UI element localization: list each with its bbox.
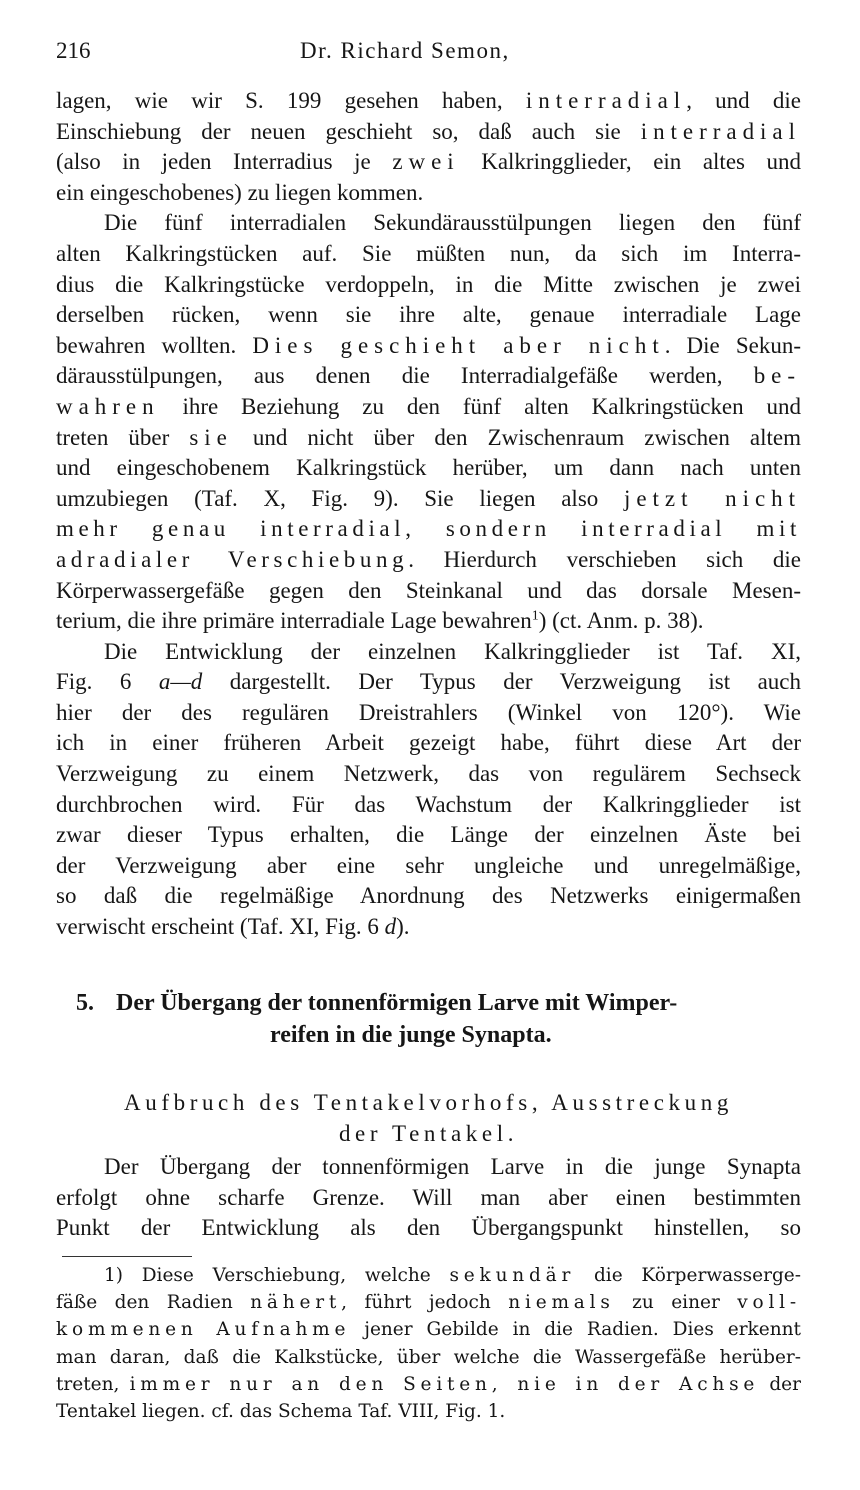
text-line: umzubiegen (Taf. X, Fig. 9). Sie liegen also jetzt nicht <box>56 485 801 511</box>
text-line: hier der des regulären Dreistrahlers (Winkel von 120°). Wie <box>56 699 801 725</box>
text-line: durchbrochen wird. Für das Wachstum der Kalkringglieder ist <box>56 791 801 817</box>
main-text <box>56 86 801 943</box>
text-line: Die Entwicklung der einzelnen Kalkringglieder ist Taf. XI, <box>104 638 801 664</box>
section-title-line: 5. Der Übergang der tonnenförmigen Larve mit Wimper- <box>76 987 796 1019</box>
running-title: Dr. Richard Semon, <box>300 38 510 63</box>
footnote-line: Tentakel liegen. cf. das Schema Taf. VIII, Fig. 1. <box>56 1400 506 1422</box>
text-line: verwischt erscheint (Taf. XI, Fig. 6 d). <box>56 914 410 940</box>
text-line: der Verzweigung aber eine sehr ungleiche und unregelmäßige, <box>56 852 801 878</box>
footnote-divider <box>62 1256 192 1257</box>
text-line: adradialer Verschiebung. Hierdurch verschieben sich die <box>56 546 801 572</box>
text-line: erfolgt ohne scharfe Grenze. Will man aber einen bestimmten <box>56 1184 801 1210</box>
footnote <box>56 1262 801 1425</box>
text-line: Einschiebung der neuen geschieht so, daß auch sie interradial <box>56 118 801 144</box>
text-line: wahren ihre Beziehung zu den fünf alten Kalkringstücken und <box>56 393 802 419</box>
text-line: (also in jeden Interradius je zwei Kalkringglieder, ein altes und <box>56 149 802 175</box>
page-header <box>56 30 801 70</box>
page-number: 216 <box>56 38 91 63</box>
paragraph <box>56 1152 801 1244</box>
text-line: lagen, wie wir S. 199 gesehen haben, interradial, und die <box>56 88 802 113</box>
text-line: Die fünf interradialen Sekundärausstülpungen liegen den fünf <box>104 210 801 236</box>
text-line: ich in einer früheren Arbeit gezeigt habe, führt diese Art der <box>56 730 801 756</box>
text-line: dius die Kalkringstücke verdoppeln, in die Mitte zwischen je zwei <box>56 271 801 297</box>
text-line: zwar dieser Typus erhalten, die Länge der einzelnen Äste bei <box>56 822 801 848</box>
footnote-marker: 1 <box>531 608 539 624</box>
footnote-line: 1) Diese Verschiebung, welche sekundär die Körperwasserge- <box>104 1265 802 1286</box>
text-line: Fig. 6 a—d dargestellt. Der Typus der Verzweigung ist auch <box>56 669 801 695</box>
subheading-line: der Tentakel. <box>338 1120 519 1146</box>
text-line: derselben rücken, wenn sie ihre alte, genaue interradiale Lage <box>56 302 801 328</box>
text-line: ein eingeschobenes) zu liegen kommen. <box>56 179 424 205</box>
footnote-line: fäße den Radien nähert, führt jedoch niemals zu einer voll- <box>56 1292 801 1314</box>
footnote-line: treten, immer nur an den Seiten, nie in der Achse der <box>56 1373 801 1395</box>
text-line: terium, die ihre primäre interradiale Lage bewahren$^1$) (ct. Anm. p. 38). <box>56 608 704 634</box>
book-page <box>56 30 802 1422</box>
text-line: so daß die regelmäßige Anordnung des Netzwerks einigermaßen <box>56 883 801 909</box>
section-title-line: reifen in die junge Synapta. <box>270 1022 552 1048</box>
subheading <box>56 1088 801 1149</box>
text-line: därausstülpungen, aus denen die Interradialgefäße werden, be- <box>56 363 802 389</box>
text-line: alten Kalkringstücken auf. Sie müßten nun, da sich im Interra- <box>56 240 801 266</box>
text-line: Punkt der Entwicklung als den Übergangspunkt hinstellen, so <box>56 1215 801 1241</box>
text-line: Körperwassergefäße gegen den Steinkanal und das dorsale Mesen- <box>56 577 801 603</box>
section-heading <box>76 987 796 1051</box>
footnote-line: man daran, daß die Kalkstücke, über welche die Wassergefäße herüber- <box>56 1346 801 1368</box>
subheading-line: Aufbruch des Tentakelvorhofs, Ausstreckung <box>124 1090 733 1115</box>
text-line: mehr genau interradial, sondern interradial mit <box>56 516 801 542</box>
text-line: Verzweigung zu einem Netzwerk, das von regulärem Sechseck <box>56 761 801 787</box>
footnote-line: kommenen Aufnahme jener Gebilde in die Radien. Dies erkennt <box>56 1319 801 1341</box>
text-line: und eingeschobenem Kalkringstück herüber, um dann nach unten <box>56 455 801 481</box>
text-line: bewahren wollten. Dies geschieht aber nicht. Die Sekun- <box>56 332 801 358</box>
section-number: 5. <box>76 990 94 1016</box>
text-line: treten über sie und nicht über den Zwischenraum zwischen altem <box>56 424 802 450</box>
text-line: Der Übergang der tonnenförmigen Larve in die junge Synapta <box>104 1154 801 1179</box>
